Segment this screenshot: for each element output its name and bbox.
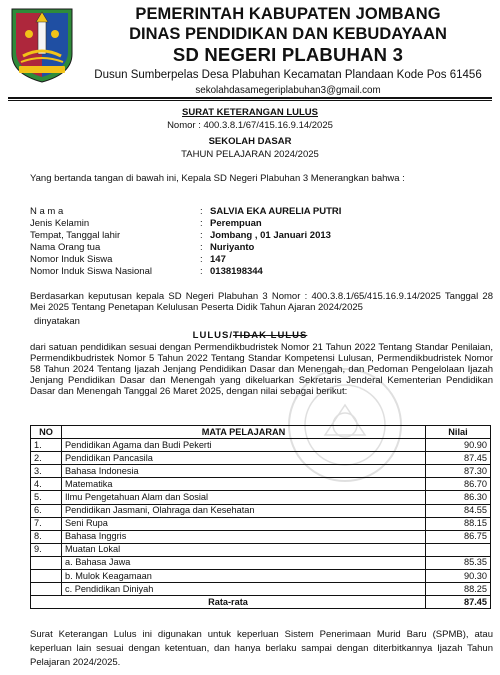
student-value: 147 <box>210 254 226 265</box>
table-header-row <box>31 426 491 439</box>
table-row <box>31 530 491 543</box>
student-value: Jombang , 01 Januari 2013 <box>210 230 331 241</box>
decision-tail: dinyatakan <box>34 316 80 327</box>
colon: : <box>200 266 203 277</box>
student-label: Nama Orang tua <box>30 242 101 253</box>
row-no <box>31 556 62 569</box>
colon: : <box>200 242 203 253</box>
intro-paragraph: Yang bertanda tangan di bawah ini, Kepala SD Negeri Plabuhan 3 Menerangkan bahwa : <box>30 173 405 184</box>
grades-table <box>30 425 491 609</box>
row-score <box>426 543 491 556</box>
table-row <box>31 452 491 465</box>
row-score: 88.15 <box>426 517 491 530</box>
row-score: 86.30 <box>426 491 491 504</box>
status-pass: LULUS <box>192 330 230 341</box>
legal-basis-paragraph: dari satuan pendidikan sesuai dengan Permendikbudristek Nomor 21 Tahun 2022 Tentang Standar Penilaian, Permendikbudristek Nomor 5 Tahun 2022 Tentang Standar Kompetensi Lulusan, Permendikbudristek Nomor 58 Tahun 2024 Tentang Ijazah Jenjang Pendidikan Dasar dan Menengah, dan Pedoman Pengelolaan Ijazah Jenjang Pendidikan Dasar dan Menengah yang dikeluarkan Sekretaris Jenderal Kementerian Pendidikan Dasar dan Menengah Tanggal 26 Maret 2025, dengan nilai sebagai berikut: <box>30 342 493 397</box>
header-rule-thick <box>8 97 492 99</box>
row-subject: Pendidikan Jasmani, Olahraga dan Kesehatan <box>62 504 426 517</box>
student-label: N a m a <box>30 206 64 217</box>
student-label: Jenis Kelamin <box>30 218 90 229</box>
student-value: Nuriyanto <box>210 242 255 253</box>
row-no: 3. <box>31 465 62 478</box>
closing-paragraph: Surat Keterangan Lulus ini digunakan untuk keperluan Sistem Penerimaan Murid Baru (SPMB), atau keperluan lain sesuai dengan ketentuan, dan hanya berlaku sampai dengan diterbitkannya Ijazah Tahun Pelajaran 2024/2025. <box>30 629 493 668</box>
table-row <box>31 517 491 530</box>
row-no: 6. <box>31 504 62 517</box>
row-subject: Bahasa Indonesia <box>62 465 426 478</box>
colon: : <box>200 230 203 241</box>
student-label: Tempat, Tanggal lahir <box>30 230 121 241</box>
row-score: 86.75 <box>426 530 491 543</box>
status-separator: / <box>229 330 233 341</box>
row-subject: Muatan Lokal <box>62 543 426 556</box>
table-row <box>31 465 491 478</box>
school-level: SEKOLAH DASAR <box>208 136 292 147</box>
row-subject: Seni Rupa <box>62 517 426 530</box>
student-value: SALVIA EKA AURELIA PUTRI <box>210 206 342 217</box>
document-title: SURAT KETERANGAN LULUS <box>182 107 318 118</box>
student-label: Nomor Induk Siswa <box>30 254 113 265</box>
table-row <box>31 570 491 583</box>
average-value: 87.45 <box>426 596 491 609</box>
table-row <box>31 439 491 452</box>
table-row <box>31 583 491 596</box>
row-no: 1. <box>31 439 62 452</box>
letterhead-address: Dusun Sumberpelas Desa Plabuhan Kecamatan Plandaan Kode Pos 61456 <box>94 69 482 81</box>
row-subject: Ilmu Pengetahuan Alam dan Sosial <box>62 491 426 504</box>
row-subject: Pendidikan Pancasila <box>62 452 426 465</box>
row-score: 85.35 <box>426 556 491 569</box>
colon: : <box>200 206 203 217</box>
row-score: 87.30 <box>426 465 491 478</box>
row-score: 90.30 <box>426 570 491 583</box>
row-score: 86.70 <box>426 478 491 491</box>
colon: : <box>200 254 203 265</box>
letterhead-email: sekolahdasamegeriplabuhan3@gmail.com <box>195 85 381 96</box>
table-row <box>31 504 491 517</box>
row-score: 90.90 <box>426 439 491 452</box>
row-no <box>31 583 62 596</box>
row-subject: b. Mulok Keagamaan <box>62 570 426 583</box>
row-subject: Matematika <box>62 478 426 491</box>
academic-year: TAHUN PELAJARAN 2024/2025 <box>181 149 319 160</box>
row-subject: Pendidikan Agama dan Budi Pekerti <box>62 439 426 452</box>
row-no: 4. <box>31 478 62 491</box>
row-no <box>31 570 62 583</box>
table-row <box>31 543 491 556</box>
jombang-regency-logo <box>9 6 75 84</box>
graduation-status <box>0 330 500 341</box>
letterhead-school: SD NEGERI PLABUHAN 3 <box>172 44 404 65</box>
row-no: 8. <box>31 530 62 543</box>
row-subject: a. Bahasa Jawa <box>62 556 426 569</box>
header-subject: MATA PELAJARAN <box>62 426 426 439</box>
letterhead-agency: DINAS PENDIDIKAN DAN KEBUDAYAAN <box>129 25 447 43</box>
row-subject: c. Pendidikan Diniyah <box>62 583 426 596</box>
student-label: Nomor Induk Siswa Nasional <box>30 266 152 277</box>
average-label: Rata-rata <box>31 596 426 609</box>
letterhead <box>78 4 498 98</box>
table-row <box>31 478 491 491</box>
student-value: 0138198344 <box>210 266 263 277</box>
header-score: Nilai <box>426 426 491 439</box>
status-fail: TIDAK LULUS <box>232 330 308 341</box>
document-number: Nomor : 400.3.8.1/67/415.16.9.14/2025 <box>167 120 333 131</box>
row-score: 88.25 <box>426 583 491 596</box>
table-row <box>31 556 491 569</box>
row-no: 7. <box>31 517 62 530</box>
table-average-row <box>31 596 491 609</box>
row-no: 2. <box>31 452 62 465</box>
header-no: NO <box>31 426 62 439</box>
decision-paragraph: Berdasarkan keputusan kepala SD Negeri Plabuhan 3 Nomor : 400.3.8.1/65/415.16.9.14/2025 Tanggal 28 Mei 2025 Tentang Penetapan Kelulusan Peserta Didik Tahun Ajaran 2024/2025 <box>30 291 493 313</box>
row-no: 5. <box>31 491 62 504</box>
header-rule-thin <box>8 100 492 101</box>
row-score: 87.45 <box>426 452 491 465</box>
letterhead-government: PEMERINTAH KABUPATEN JOMBANG <box>135 5 441 23</box>
row-no: 9. <box>31 543 62 556</box>
table-row <box>31 491 491 504</box>
row-subject: Bahasa Inggris <box>62 530 426 543</box>
row-score: 84.55 <box>426 504 491 517</box>
colon: : <box>200 218 203 229</box>
student-value: Perempuan <box>210 218 262 229</box>
